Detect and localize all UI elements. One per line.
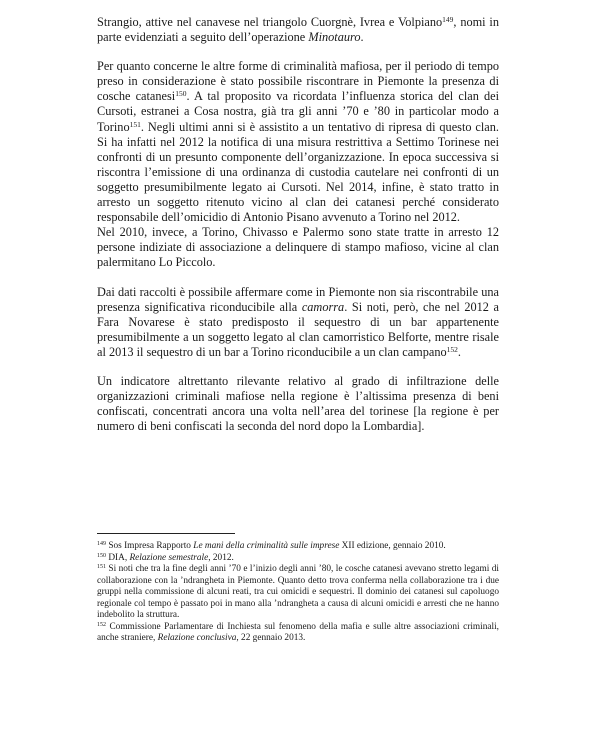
text-run: . Si noti, però, che nel 2012 a Fara Novarese è stato predisposto il sequestro di un bar appartenente presumibilmente a un soggetto legato al clan camorristico Belforte, mentre risale al 2013 il sequestro di un bar a Torino riconducibile a un clan campano xyxy=(97,299,499,359)
footnote xyxy=(97,541,499,553)
footnote-ref: 151 xyxy=(97,564,106,570)
text-run: , nomi in parte evidenziati a seguito dell’operazione xyxy=(97,15,499,45)
footnote xyxy=(97,622,499,645)
footnote-ref: 150 xyxy=(97,552,106,559)
text-run: , 2012. xyxy=(208,552,234,563)
paragraph xyxy=(97,15,499,45)
footnote-ref: 149 xyxy=(97,541,106,547)
footnote-ref: 152 xyxy=(97,621,106,628)
italic-text: Minotauro xyxy=(308,30,361,45)
paragraph xyxy=(97,285,499,360)
text-run: . xyxy=(457,344,461,359)
italic-text: Relazione conclusiva xyxy=(157,633,237,643)
text-run: Un indicatore altrettanto rilevante relativo al grado di infiltrazione delle organizzazioni criminali mafiose nella regione è l’altissima presenza di beni confiscati, concentrati ancora una volta nell’area del torinese [la regione è per numero di beni confiscati la seconda del nord dopo la Lombardia]. xyxy=(97,373,499,434)
footnote-ref: 150 xyxy=(175,89,187,99)
text-run: Sos Impresa Rapporto xyxy=(106,541,194,551)
text-run: . xyxy=(360,30,364,45)
text-run: DIA, xyxy=(106,552,130,563)
text-run: XII edizione, gennaio 2010. xyxy=(339,541,446,551)
footnote xyxy=(97,564,499,622)
footnote-separator xyxy=(97,533,235,534)
text-run: Nel 2010, invece, a Torino, Chivasso e Palermo sono state tratte in arresto 12 persone indiziate di associazione a delinquere di stampo mafioso, vicine al clan palermitano Lo Piccolo. xyxy=(97,225,499,270)
text-run: Dai dati raccolti è possibile affermare come in Piemonte non sia riscontrabile una presenza significativa riconducibile alla xyxy=(97,284,499,314)
paragraph xyxy=(97,59,499,270)
text-run: . Negli ultimi anni si è assistito a un tentativo di ripresa di questo clan. Si ha infatti nel 2012 la notifica di una misura restrittiva a Settimo Torinese nei confronti di un presunto componente dell’organizzazione. In epoca successiva si riscontra l’emissione di una ordinanza di custodia cautelare nei confronti di un soggetto presumibilmente legato ai Cursoti. Nel 2014, infine, è stato tratto in arresto un soggetto ritenuto vicino al clan dei catanesi perché considerato responsabile dell’omicidio di Antonio Pisano avvenuto a Torino nel 2012. xyxy=(97,119,499,225)
italic-text: camorra xyxy=(301,299,345,314)
footnote-ref: 152 xyxy=(446,344,458,354)
footnote-ref: 149 xyxy=(442,15,454,24)
footnotes xyxy=(97,541,499,645)
paragraph xyxy=(97,374,499,434)
footnote-ref: 151 xyxy=(129,119,141,129)
footnote xyxy=(97,553,499,565)
text-run: Per quanto concerne le altre forme di criminalità mafiosa, per il periodo di tempo preso in considerazione è stato possibile riscontrare in Piemonte la presenza di cosche catanesi xyxy=(97,59,499,104)
text-run: . A tal proposito va ricordata l’influenza storica del clan dei Cursoti, estranei a Cosa nostra, già tra gli anni ’70 e ’80 in particolar modo a Torino xyxy=(97,89,499,134)
text-run: Si noti che tra la fine degli anni ’70 e l’inizio degli anni ’80, le cosche catanesi avevano stretto legami di collaborazione con la ’ndrangheta in Piemonte. Quanto detto trova conferma nella collaborazione tra i due gruppi nella commissione di alcuni reati, tra cui omicidi e sequestri. Il dominio dei catanesi sul capoluogo regionale col tempo è passato poi in mano alla ’ndrangheta a causa di alcuni omicidi e arresti che ne hanno indebolito la struttura. xyxy=(97,564,499,620)
text-run: Strangio, attive nel canavese nel triangolo Cuorgnè, Ivrea e Volpiano xyxy=(97,15,443,29)
italic-text: Relazione semestrale xyxy=(129,552,209,563)
text-run: , 22 gennaio 2013. xyxy=(236,633,306,643)
text-run: Commissione Parlamentare di Inchiesta sul fenomeno della mafia e sulle altre associazioni criminali, anche straniere, xyxy=(97,621,499,643)
body-text xyxy=(97,15,499,434)
italic-text: Le mani della criminalità sulle imprese xyxy=(193,541,340,551)
